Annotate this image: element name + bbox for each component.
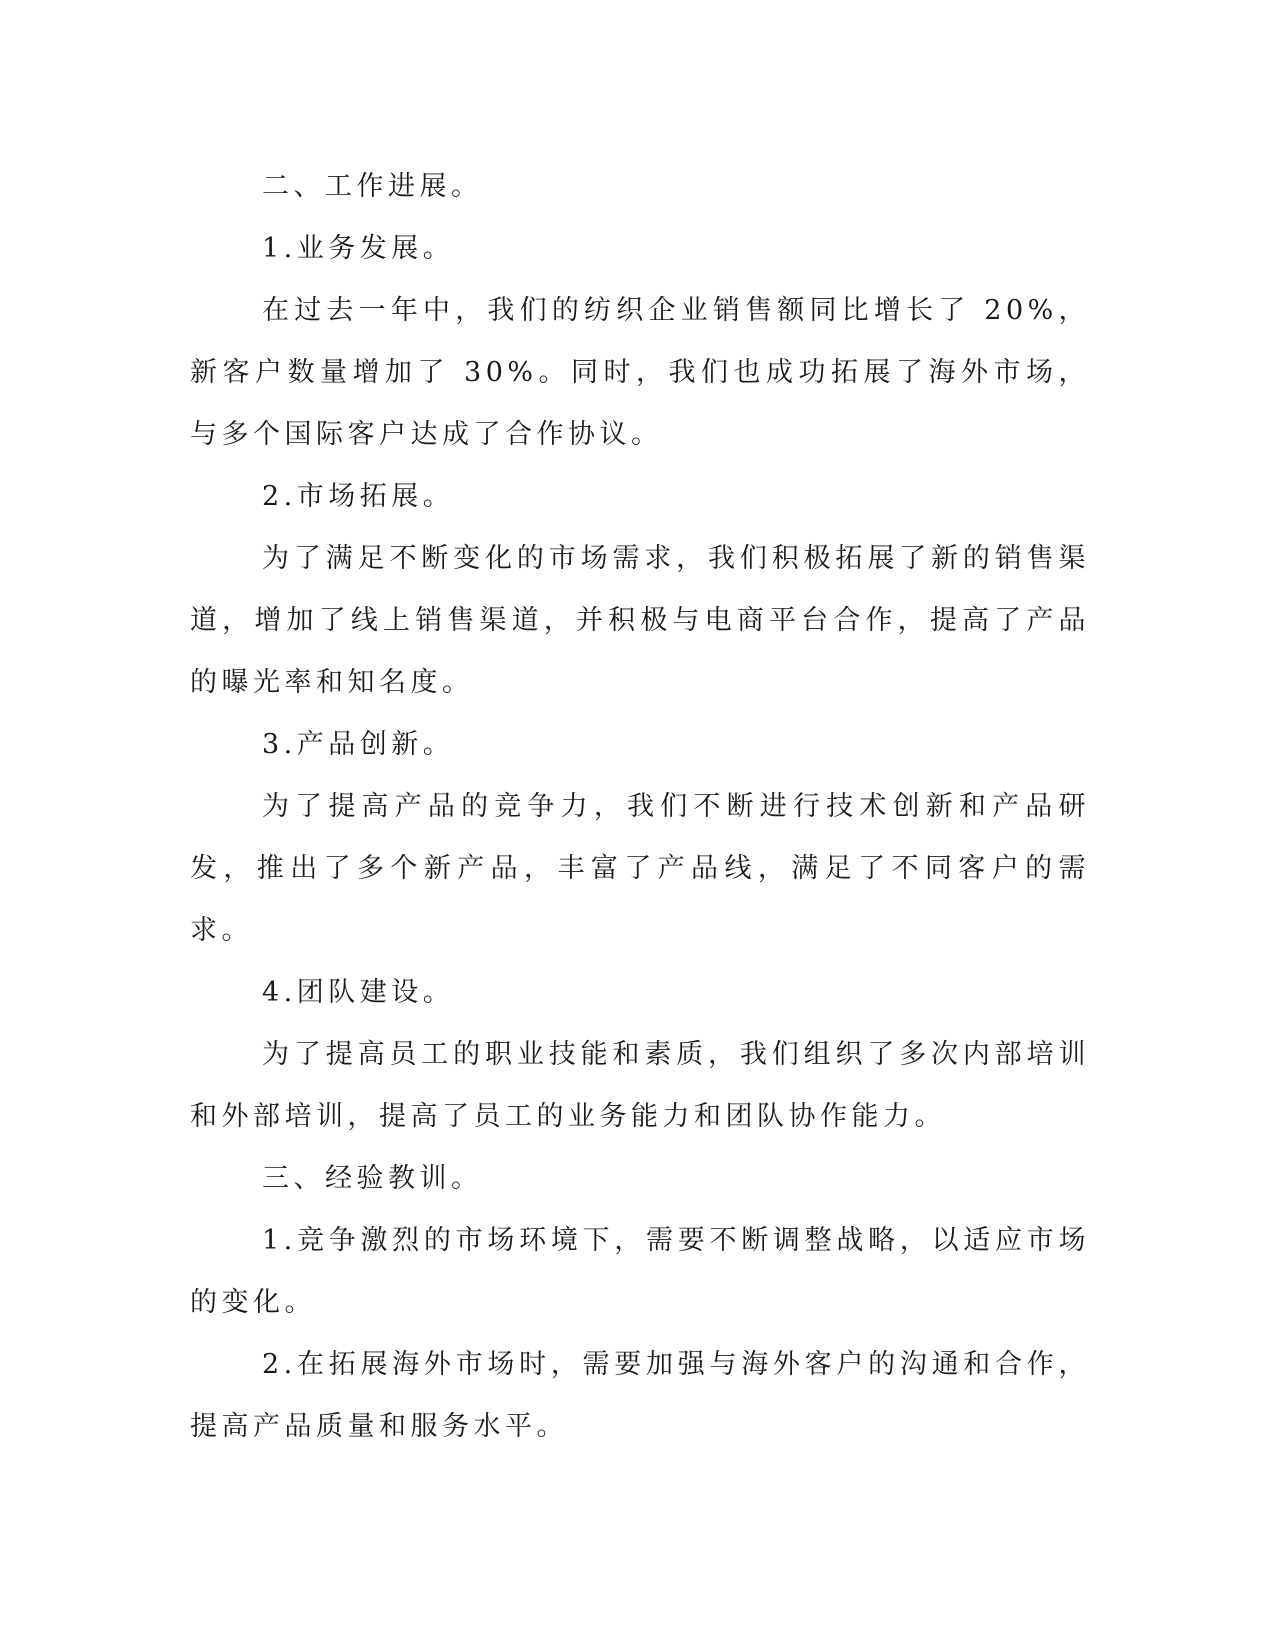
paragraph-lesson-1: 1.竞争激烈的市场环境下，需要不断调整战略，以适应市场的变化。: [190, 1225, 1090, 1318]
paragraph-product-innovation: 为了提高产品的竞争力，我们不断进行技术创新和产品研发，推出了多个新产品，丰富了产品线，满足了不同客户的需求。: [190, 791, 1090, 946]
subheading-team-building: 4.团队建设。: [262, 977, 455, 1008]
paragraph-lesson-2: 2.在拓展海外市场时，需要加强与海外客户的沟通和合作，提高产品质量和服务水平。: [190, 1349, 1090, 1442]
subheading-market-expansion: 2.市场拓展。: [262, 481, 455, 512]
subheading-product-innovation: 3.产品创新。: [262, 729, 455, 760]
document-body: [190, 156, 1090, 1458]
subheading-business-development: 1.业务发展。: [262, 233, 455, 264]
paragraph-market-expansion: 为了满足不断变化的市场需求，我们积极拓展了新的销售渠道，增加了线上销售渠道，并积极与电商平台合作，提高了产品的曝光率和知名度。: [190, 543, 1090, 698]
section-heading-lessons-learned: 三、经验教训。: [262, 1163, 483, 1194]
paragraph-team-building: 为了提高员工的职业技能和素质，我们组织了多次内部培训和外部培训，提高了员工的业务能力和团队协作能力。: [190, 1039, 1090, 1132]
section-heading-work-progress: 二、工作进展。: [262, 171, 483, 202]
paragraph-business-development: 在过去一年中，我们的纺织企业销售额同比增长了 20%，新客户数量增加了 30%。同时，我们也成功拓展了海外市场，与多个国际客户达成了合作协议。: [190, 295, 1090, 450]
